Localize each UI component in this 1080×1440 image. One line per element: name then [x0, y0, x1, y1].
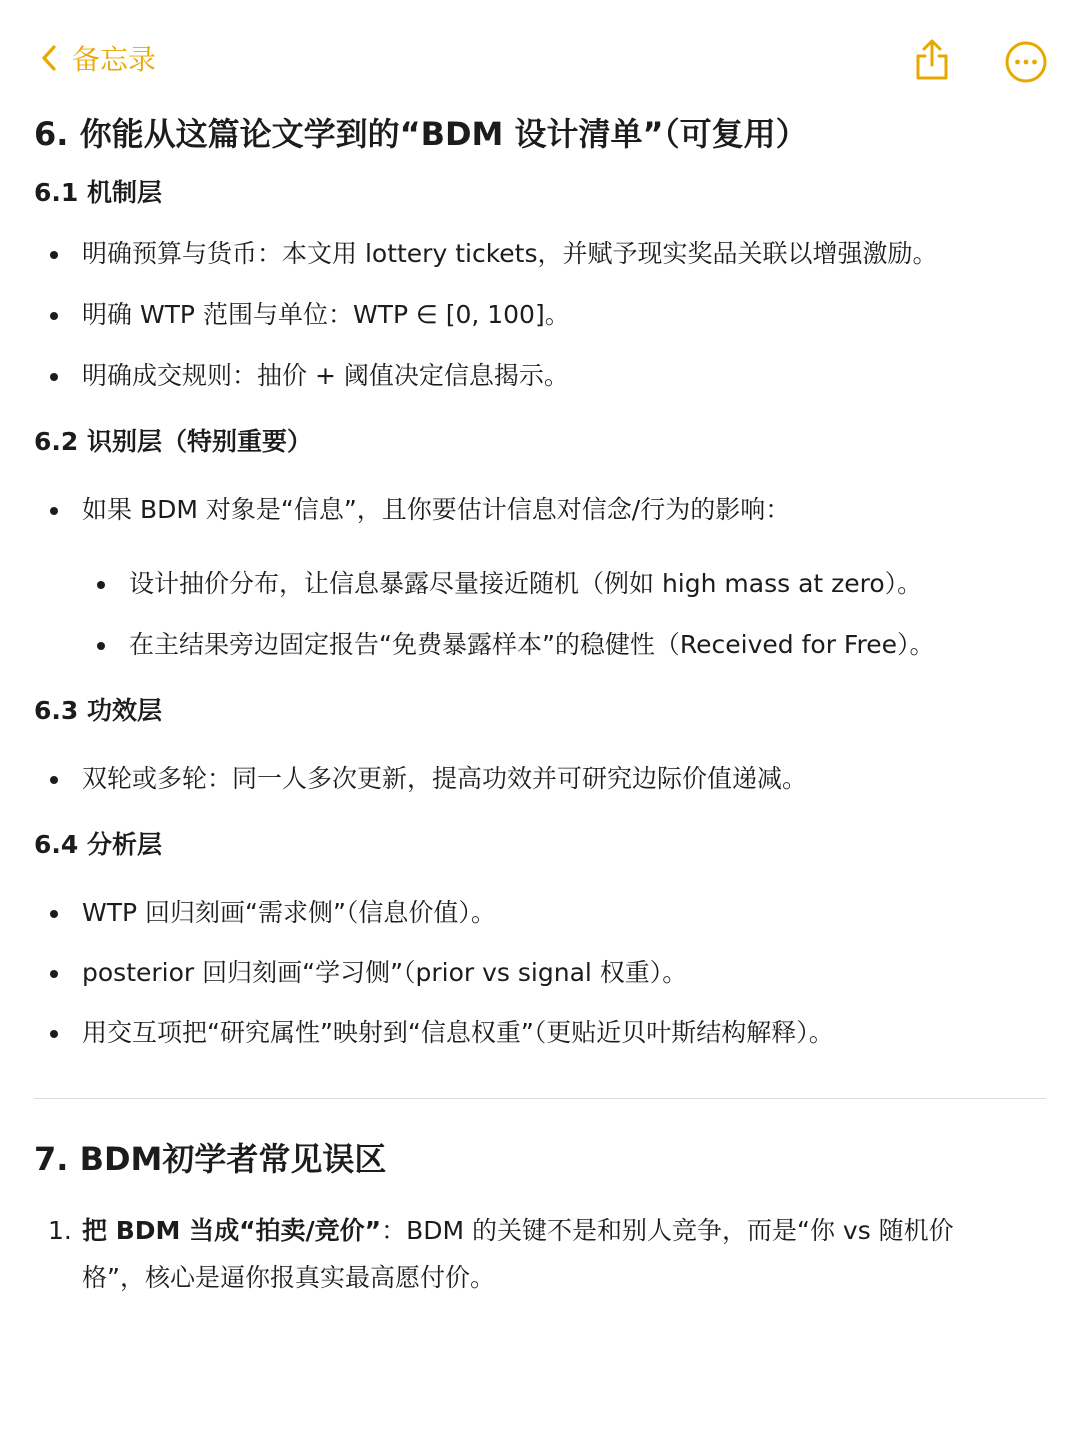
section-6-1-list: [34, 237, 1046, 393]
more-button[interactable]: [1004, 40, 1048, 84]
section-7-heading: 7. BDM初学者常见误区: [34, 1140, 387, 1178]
share-icon: [912, 38, 952, 82]
list-item: 用交互项把“研究属性”映射到“信息权重”（更贴近贝叶斯结构解释）。: [34, 1016, 1046, 1050]
ellipsis-circle-icon: [1004, 40, 1048, 84]
list-item: posterior 回归刻画“学习侧”（prior vs signal 权重）。: [34, 956, 1046, 990]
misconception-text-line2: 格”，核心是逼你报真实最高愿付价。: [82, 1263, 495, 1292]
section-6-2-list: [34, 493, 1046, 527]
note-body[interactable]: [34, 104, 1046, 1301]
sub-list-item: 设计抽价分布，让信息暴露尽量接近随机（例如 high mass at zero）。: [34, 567, 1046, 601]
section-6-2-heading: 6.2 识别层（特别重要）: [34, 427, 312, 456]
section-6-3-heading: 6.3 功效层: [34, 696, 162, 725]
list-item: WTP 回归刻画“需求侧”（信息价值）。: [34, 896, 1046, 930]
list-item: 明确成交规则：抽价 + 阈值决定信息揭示。: [34, 359, 1046, 393]
list-item: 明确预算与货币：本文用 lottery tickets，并赋予现实奖品关联以增强激励。: [34, 237, 1046, 271]
section-6-4-heading: 6.4 分析层: [34, 830, 162, 859]
section-6-heading: 6. 你能从这篇论文学到的“BDM 设计清单”（可复用）: [34, 115, 808, 153]
misconception-title: 把 BDM 当成“拍卖/竞价”: [82, 1216, 382, 1245]
back-label: 备忘录: [72, 43, 157, 76]
section-6-1-heading: 6.1 机制层: [34, 178, 162, 207]
share-button[interactable]: [912, 38, 952, 82]
list-item: 明确 WTP 范围与单位：WTP ∈ [0, 100]。: [34, 298, 1046, 332]
section-6-4-list: [34, 896, 1046, 1050]
back-button[interactable]: [40, 38, 156, 78]
list-number: 1.: [48, 1216, 72, 1245]
section-6-2-sublist: [34, 567, 1046, 662]
section-7-list: [34, 1207, 1046, 1301]
list-item: 如果 BDM 对象是“信息”，且你要估计信息对信念/行为的影响：: [34, 493, 1046, 527]
divider: [34, 1098, 1046, 1099]
numbered-list-item: [34, 1207, 1046, 1301]
list-item: 双轮或多轮：同一人多次更新，提高功效并可研究边际价值递减。: [34, 762, 1046, 796]
navigation-bar: [0, 0, 1080, 110]
section-6-3-list: [34, 762, 1046, 796]
misconception-text-line1: ：BDM 的关键不是和别人竞争，而是“你 vs 随机价: [381, 1216, 954, 1245]
chevron-left-icon: [40, 43, 58, 73]
sub-list-item: 在主结果旁边固定报告“免费暴露样本”的稳健性（Received for Free）。: [34, 628, 1046, 662]
